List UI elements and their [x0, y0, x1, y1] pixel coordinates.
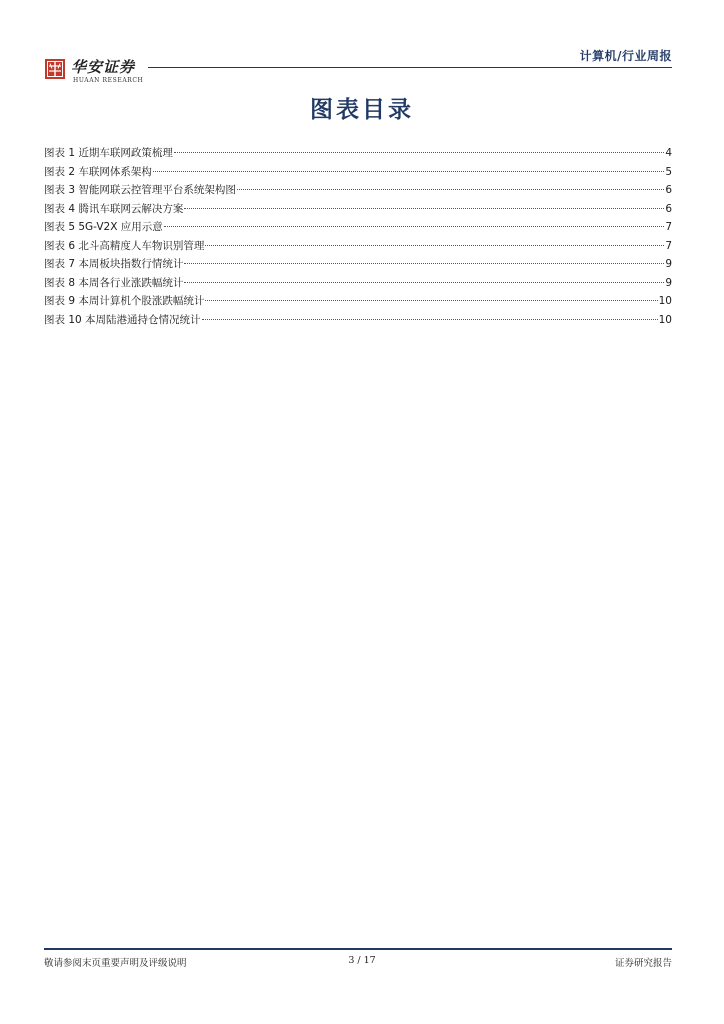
dot-leader: [202, 319, 658, 320]
figure-entry-label: 图表 1 近期车联网政策梳理: [44, 147, 173, 159]
figure-entry-label: 图表 7 本周板块指数行情统计: [44, 258, 184, 270]
figure-entry[interactable]: [44, 312, 672, 331]
figure-entry[interactable]: [44, 256, 672, 275]
figure-entry-page: 4: [665, 147, 672, 159]
figure-entry-page: 6: [665, 184, 672, 196]
figure-entry-page: 5: [665, 165, 672, 178]
figure-entry-label: 图表 6 北斗高精度人车物识别管理: [44, 239, 205, 252]
square-seal-icon: [44, 58, 66, 80]
figure-entry-label: 图表 4 腾讯车联网云解决方案: [44, 202, 184, 215]
report-category: 计算机/行业周报: [579, 49, 672, 63]
figure-entry[interactable]: [44, 275, 672, 294]
figure-entry-page: 7: [665, 221, 672, 233]
page-indicator: 3 / 17: [348, 955, 376, 966]
company-logo: [44, 55, 148, 87]
figure-entry[interactable]: [44, 164, 672, 183]
figure-entry-label: 图表 5 5G-V2X 应用示意: [44, 221, 163, 233]
dot-leader: [237, 189, 664, 190]
logo-chinese-name: 华安证券: [71, 58, 136, 76]
figure-entry[interactable]: [44, 201, 672, 220]
figure-entry-label: 图表 2 车联网体系架构: [44, 165, 152, 178]
footer-disclaimer: 敬请参阅末页重要声明及评级说明: [44, 958, 187, 969]
figure-entry-page: 10: [658, 313, 672, 326]
figure-entry[interactable]: [44, 293, 672, 312]
figure-entry-label: 图表 8 本周各行业涨跌幅统计: [44, 276, 184, 289]
page-title: 图表目录: [310, 97, 414, 123]
figure-entry-label: 图表 10 本周陆港通持仓情况统计: [44, 313, 201, 326]
figure-list: [44, 145, 672, 330]
figure-entry-page: 7: [665, 239, 672, 252]
dot-leader: [174, 152, 664, 153]
dot-leader: [184, 208, 664, 209]
figure-entry[interactable]: [44, 145, 672, 164]
footer-divider: [44, 948, 672, 950]
figure-entry[interactable]: [44, 238, 672, 257]
document-type: 证券研究报告: [614, 958, 672, 969]
figure-entry-label: 图表 9 本周计算机个股涨跌幅统计: [44, 295, 205, 307]
figure-entry[interactable]: [44, 182, 672, 201]
dot-leader: [164, 226, 665, 227]
dot-leader: [205, 300, 657, 301]
figure-entry[interactable]: [44, 219, 672, 238]
figure-entry-page: 10: [658, 295, 672, 307]
dot-leader: [205, 245, 664, 246]
dot-leader: [184, 282, 664, 283]
logo-english-name: HUAAN RESEARCH: [73, 77, 144, 84]
dot-leader: [153, 171, 664, 172]
figure-entry-page: 6: [665, 202, 672, 215]
header-divider: [148, 67, 672, 68]
figure-entry-label: 图表 3 智能网联云控管理平台系统架构图: [44, 184, 236, 196]
dot-leader: [184, 263, 664, 264]
figure-entry-page: 9: [665, 276, 672, 289]
figure-entry-page: 9: [665, 258, 672, 270]
